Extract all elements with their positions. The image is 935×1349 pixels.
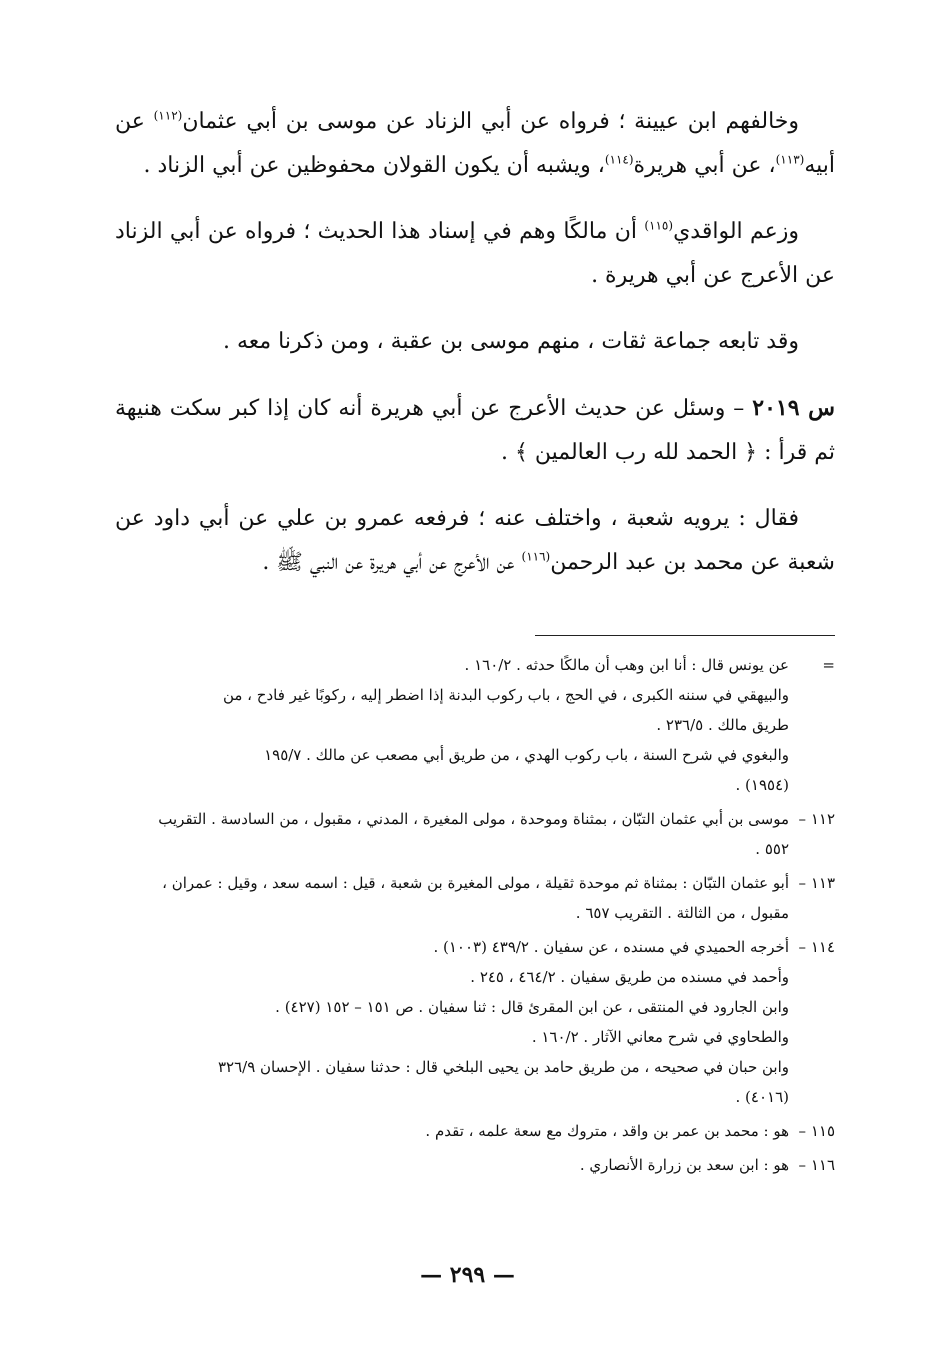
footnote-continued — [118, 650, 835, 800]
question-paragraph — [115, 386, 835, 475]
footnotes — [118, 650, 835, 1184]
footnote-body — [118, 650, 789, 800]
footnote-ref-114: (١١٤) — [604, 152, 634, 167]
footnote-divider — [535, 635, 835, 636]
footnote-line: والبيهقي في سننه الكبرى ، في الحج ، باب ركوب البدنة إذا اضطر إليه ، ركوبًا غير فادح ، من — [222, 686, 789, 704]
footnote-marker: ١١٤ – — [798, 938, 835, 956]
footnote-113 — [118, 868, 835, 928]
footnote-112 — [118, 804, 835, 864]
footnote-marker: ١١٢ – — [798, 810, 835, 828]
footnote-line: (٤٠١٦) . — [735, 1088, 789, 1106]
paragraph-2-part-b: أن مالكًا وهم في إسناد هذا الحديث ؛ فرواه عن أبي الزناد عن الأعرج عن أبي هريرة . — [115, 219, 835, 288]
footnote-ref-112: (١١٢) — [153, 108, 183, 123]
footnote-marker: ١١٣ – — [798, 874, 835, 892]
footnote-body — [118, 1150, 789, 1180]
paragraph-3: وقد تابعه جماعة ثقات ، منهم موسى بن عقبة ، ومن ذكرنا معه . — [222, 329, 799, 354]
footnote-116 — [118, 1150, 835, 1180]
page-number: — ٢٩٩ — — [420, 1262, 515, 1288]
footnote-line: ٥٥٢ . — [755, 840, 789, 858]
footnote-body — [118, 1116, 789, 1146]
footnote-body — [118, 932, 789, 1112]
paragraph-1-part-b: عن أبيه — [115, 109, 835, 178]
footnote-line: وابن الجارود في المنتقى ، عن ابن المقرئ قال : ثنا سفيان . ص ١٥١ – ١٥٢ (٤٢٧) . — [275, 998, 789, 1016]
main-text — [115, 100, 835, 607]
footnote-line: موسى بن أبي عثمان التبّان ، بمثناة وموحدة ، مولى المغيرة ، المدني ، مقبول ، من السادسة . التقريب — [158, 810, 789, 828]
question-number: س ٢٠١٩ — [752, 395, 835, 421]
question-text: – وسئل عن حديث الأعرج عن أبي هريرة أنه كان إذا كبر سكت هنيهة ثم قرأ : ﴿ الحمد لله رب العالمين ﴾ . — [115, 396, 835, 465]
footnote-marker: = — [822, 656, 835, 674]
footnote-line: طريق مالك . ٢٣٦/٥ . — [656, 716, 789, 734]
footnote-body — [118, 868, 789, 928]
paragraph-2-part-a: وزعم الواقدي — [673, 219, 800, 244]
footnote-ref-113: (١١٣) — [775, 152, 805, 167]
footnote-line: أخرجه الحميدي في مسنده ، عن سفيان . ٤٣٩/٢ (١٠٠٣) . — [433, 938, 789, 956]
footnote-body — [118, 804, 789, 864]
paragraph-2 — [115, 210, 835, 298]
footnote-line: عن يونس قال : أنا ابن وهب أن مالكًا حدثه . ١٦٠/٢ . — [464, 656, 789, 674]
paragraph-1-part-d: ، ويشبه أن يكون القولان محفوظين عن أبي الزناد . — [143, 153, 605, 178]
footnote-114 — [118, 932, 835, 1112]
footnote-line: هو : محمد بن عمر بن واقد ، متروك مع سعة علمه ، تقدم . — [425, 1122, 789, 1140]
footnote-line: مقبول ، من الثالثة . التقريب ٦٥٧ . — [575, 904, 789, 922]
footnote-line: (١٩٥٤) . — [735, 776, 789, 794]
answer-paragraph — [115, 497, 835, 585]
answer-part-a: فقال : يرويه شعبة ، واختلف عنه ؛ فرفعه عمرو بن علي عن أبي داود عن شعبة عن محمد بن عبد الرحمن — [115, 506, 835, 575]
footnote-marker: ١١٥ – — [798, 1122, 835, 1140]
footnote-line: والبغوي في شرح السنة ، باب ركوب الهدي ، من طريق أبي مصعب عن مالك . ١٩٥/٧ — [264, 746, 789, 764]
footnote-ref-116: (١١٦) — [521, 549, 551, 564]
paragraph-1-part-a: وخالفهم ابن عيينة ؛ فرواه عن أبي الزناد عن موسى بن أبي عثمان — [182, 109, 799, 134]
footnote-line: وأحمد في مسنده من طريق سفيان . ٤٦٤/٢ ، ٢٤٥ . — [470, 968, 789, 986]
footnote-115 — [118, 1116, 835, 1146]
paragraph-1 — [115, 100, 835, 188]
answer-part-b: عن الأعرج عن أبي هريرة عن النبي ﷺ . — [262, 550, 522, 575]
footnote-line: وابن حبان في صحيحه ، من طريق حامد بن يحيى البلخي قال : حدثنا سفيان . الإحسان ٣٢٦/٩ — [217, 1058, 789, 1076]
paragraph-1-part-c: ، عن أبي هريرة — [633, 153, 776, 178]
footnote-line: والطحاوي في شرح معاني الآثار . ١٦٠/٢ . — [531, 1028, 789, 1046]
footnote-line: أبو عثمان التبّان : بمثناة ثم موحدة ثقيلة ، مولى المغيرة بن شعبة ، قيل : اسمه سعد ، وقيل : عمران ، — [162, 874, 789, 892]
footnote-marker: ١١٦ – — [798, 1156, 835, 1174]
footnote-ref-115: (١١٥) — [644, 218, 674, 233]
footnote-line: هو : ابن سعد بن زرارة الأنصاري . — [579, 1156, 789, 1174]
